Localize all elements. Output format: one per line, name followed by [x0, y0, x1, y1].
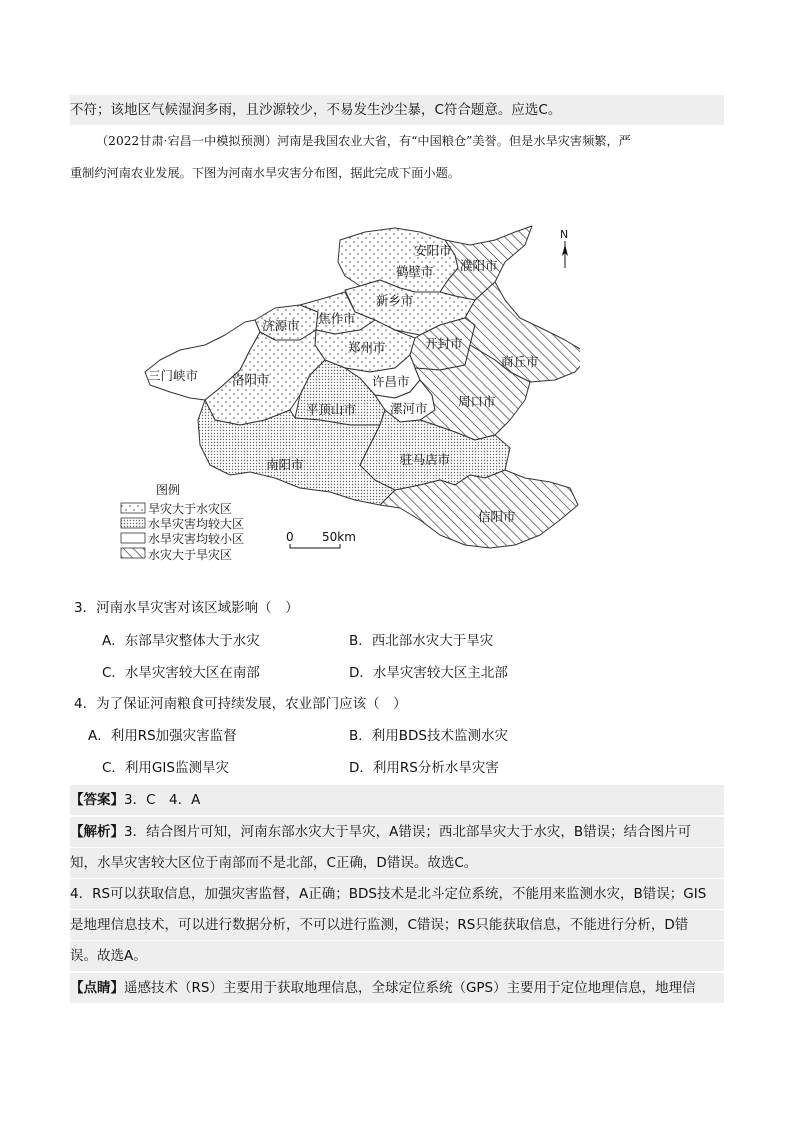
- legend-both-small: 水旱灾害均较小区: [148, 532, 245, 546]
- north-arrow-icon: [560, 228, 568, 268]
- label-xinyang: 信阳市: [478, 509, 516, 524]
- legend-drought: 旱灾大于水灾区: [148, 502, 233, 516]
- legend-flood: 水灾大于旱灾区: [148, 548, 233, 562]
- answer-tag: 【答案】: [70, 792, 124, 808]
- answer-line: [70, 785, 724, 815]
- q3-option-c: C．水旱灾害较大区在南部: [102, 665, 260, 681]
- question-3-stem: 3．河南水旱灾害对该区域影响（ ）: [74, 600, 299, 616]
- analysis-tag: 【解析】: [70, 824, 124, 840]
- analysis-line-5: 误。故选A。: [70, 941, 724, 971]
- label-kaifeng: 开封市: [425, 336, 463, 351]
- label-luohe: 漯河市: [390, 401, 428, 416]
- legend-title: 图例: [156, 483, 181, 497]
- answer-text: 3．C 4．A: [124, 792, 201, 808]
- intro-line-1: （2022甘肃·宕昌一中模拟预测）河南是我国农业大省，有“中国粮仓”美誉。但是水旱灾害频繁，严: [96, 134, 631, 148]
- region-anyang: [338, 228, 458, 292]
- label-xinxiang: 新乡市: [376, 293, 414, 308]
- label-anyang: 安阳市: [414, 243, 452, 258]
- analysis-line-3: 4．RS可以获取信息，加强灾害监督，A正确；BDS技术是北斗定位系统，不能用来监测水灾，B错误；GIS: [70, 879, 724, 909]
- analysis-text-1: 3．结合图片可知，河南东部水灾大于旱灾，A错误；西北部旱灾大于水灾，B错误；结合图片可: [124, 824, 692, 840]
- q4-option-d: D．利用RS分析水旱灾害: [349, 760, 499, 776]
- q3-option-b: B．西北部水灾大于旱灾: [349, 633, 494, 649]
- label-shangqiu: 商丘市: [501, 354, 539, 369]
- scale-bar: [286, 530, 356, 548]
- comment-tag: 【点睛】: [70, 980, 124, 996]
- legend-both-large: 水旱灾害均较大区: [148, 517, 245, 531]
- label-zhumadian: 驻马店市: [400, 452, 451, 467]
- henan-disaster-map: [115, 222, 580, 567]
- label-jiaozuo: 焦作市: [318, 311, 356, 326]
- north-label: N: [560, 228, 569, 241]
- analysis-line-1: [70, 817, 724, 847]
- label-hebi: 鹤壁市: [396, 264, 434, 279]
- comment-line: [70, 973, 724, 1003]
- comment-text: 遥感技术（RS）主要用于获取地理信息，全球定位系统（GPS）主要用于定位地理信息，地理信: [124, 980, 696, 996]
- label-sanmenxia: 三门峡市: [148, 368, 199, 383]
- q4-option-b: B．利用BDS技术监测水灾: [349, 728, 508, 744]
- q4-option-c: C．利用GIS监测旱灾: [102, 760, 229, 776]
- q3-option-d: D．水旱灾害较大区主北部: [349, 665, 508, 681]
- question-4-stem: 4．为了保证河南粮食可持续发展，农业部门应该（ ）: [74, 696, 407, 712]
- label-luoyang: 洛阳市: [232, 372, 270, 387]
- label-nanyang: 南阳市: [266, 457, 304, 472]
- label-zhengzhou: 郑州市: [348, 340, 386, 355]
- label-jiyuan: 济源市: [262, 318, 300, 333]
- scale-zero: 0: [286, 530, 294, 544]
- label-pingdingshan: 平顶山市: [306, 402, 357, 417]
- map-legend: [121, 482, 244, 562]
- q4-option-a: A．利用RS加强灾害监督: [88, 728, 237, 744]
- label-puyang: 濮阳市: [460, 258, 498, 273]
- q3-option-a: A．东部旱灾整体大于水灾: [102, 633, 260, 649]
- scale-km: 50km: [322, 530, 356, 544]
- label-zhoukou: 周口市: [458, 394, 496, 409]
- label-xuchang: 许昌市: [372, 374, 410, 389]
- analysis-line-2: 知，水旱灾害较大区位于南部而不是北部，C正确，D错误。故选C。: [70, 848, 724, 878]
- previous-answer-text: 不符；该地区气候湿润多雨，且沙源较少，不易发生沙尘暴，C符合题意。应选C。: [70, 95, 724, 125]
- analysis-line-4: 是地理信息技术，可以进行数据分析，不可以进行监测，C错误；RS只能获取信息，不能进行分析，D错: [70, 910, 724, 940]
- intro-line-2: 重制约河南农业发展。下图为河南水旱灾害分布图，据此完成下面小题。: [70, 166, 460, 180]
